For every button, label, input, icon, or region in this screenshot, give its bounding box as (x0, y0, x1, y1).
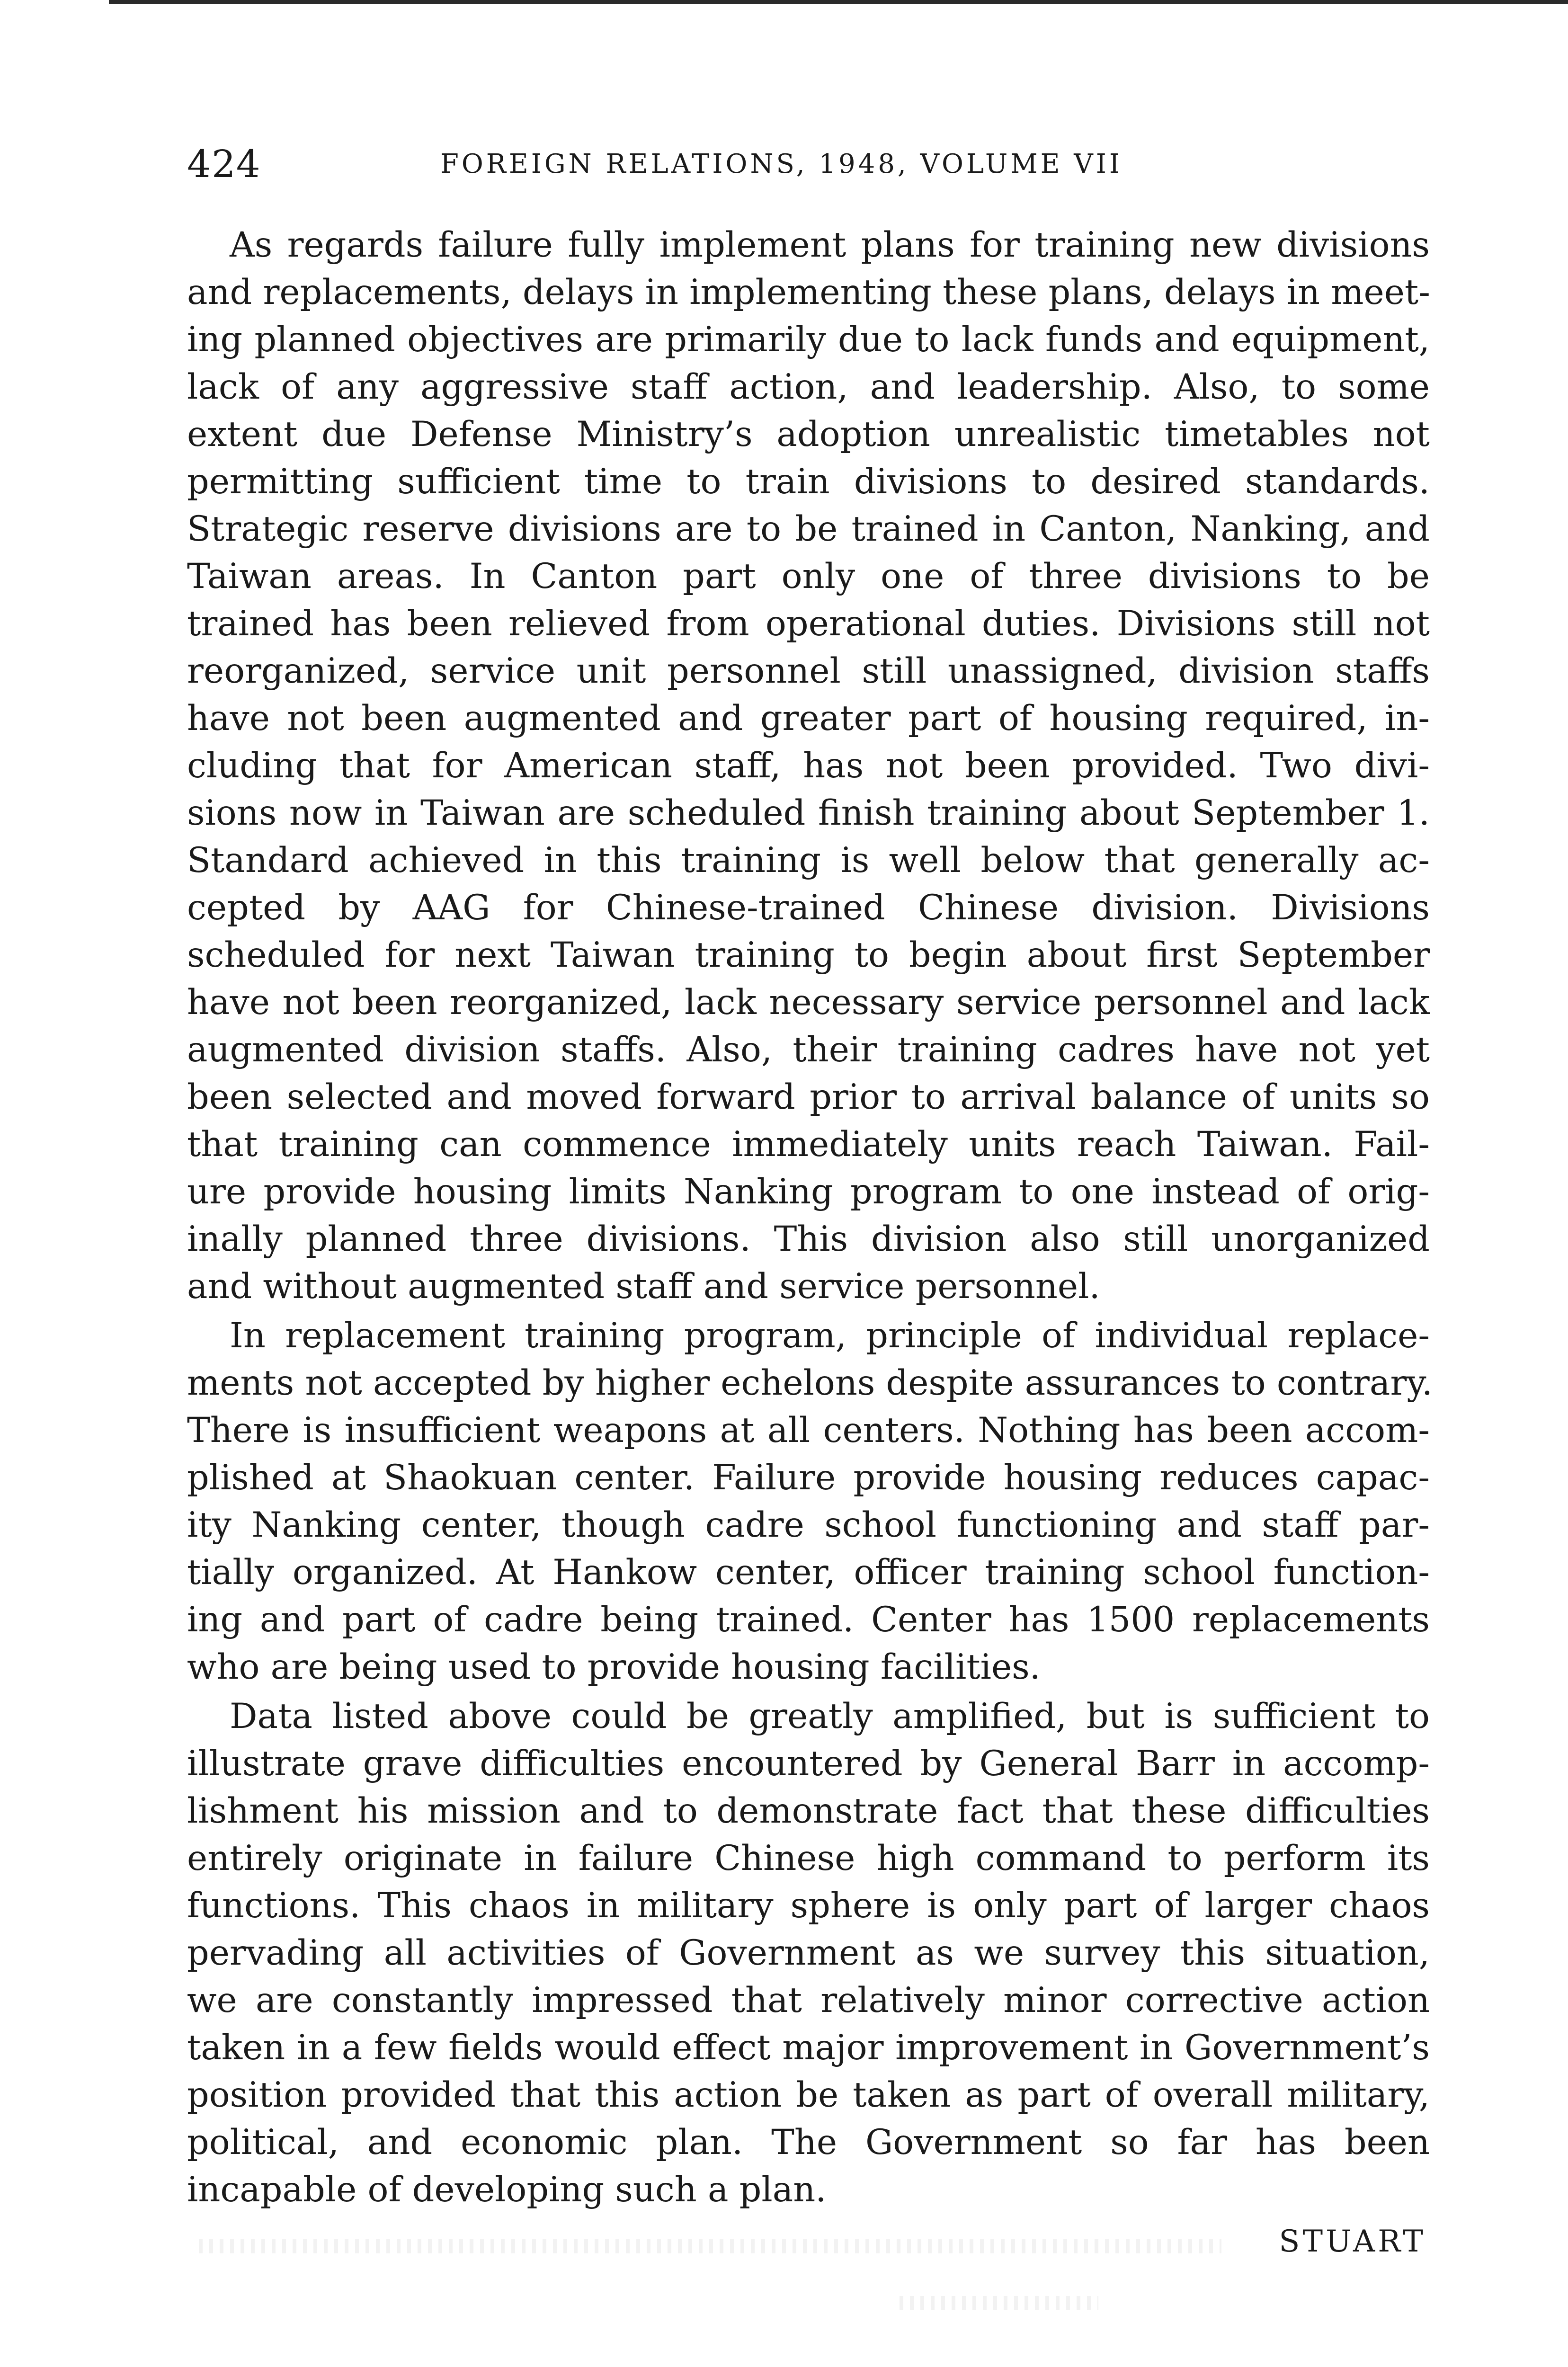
text-line: As regards failure fully implement plans for training new divisions (230, 225, 1430, 265)
text-line: tially organized. At Hankow center, officer training school function- (187, 1552, 1430, 1593)
text-line: have not been reorganized, lack necessary service personnel and lack (187, 982, 1430, 1023)
text-line: sions now in Taiwan are scheduled finish training about September 1. (187, 793, 1430, 833)
text-line: Taiwan areas. In Canton part only one of three divisions to be (187, 556, 1430, 596)
text-line: incapable of developing such a plan. (187, 2170, 827, 2210)
page-number: 424 (187, 142, 261, 186)
text-line: and replacements, delays in implementing these plans, delays in meet- (187, 272, 1430, 312)
text-line: reorganized, service unit personnel still unassigned, division staffs (187, 651, 1430, 691)
paragraph (187, 222, 1430, 1310)
text-line: There is insufficient weapons at all centers. Nothing has been accom- (187, 1410, 1430, 1450)
running-head: FOREIGN RELATIONS, 1948, VOLUME VII (440, 149, 1123, 179)
text-line: extent due Defense Ministry’s adoption unrealistic timetables not (187, 414, 1430, 454)
text-line: position provided that this action be taken as part of overall military, (187, 2075, 1430, 2115)
text-line: that training can commence immediately units reach Taiwan. Fail- (187, 1124, 1430, 1165)
text-line: Data listed above could be greatly amplified, but is sufficient to (230, 1696, 1430, 1736)
text-line: lack of any aggressive staff action, and leadership. Also, to some (187, 367, 1430, 407)
text-line: ure provide housing limits Nanking program to one instead of orig- (187, 1172, 1430, 1212)
text-line: In replacement training program, principle of individual replace- (230, 1316, 1430, 1356)
body-text (187, 222, 1433, 2216)
text-line: ity Nanking center, though cadre school functioning and staff par- (187, 1505, 1430, 1545)
faint-bleed-through-2 (900, 2296, 1098, 2310)
text-line: we are constantly impressed that relatively minor corrective action (187, 1980, 1430, 2020)
page-header (187, 138, 1437, 190)
faint-bleed-through (199, 2239, 1221, 2253)
text-line: cluding that for American staff, has not been provided. Two divi- (187, 746, 1430, 786)
text-line: who are being used to provide housing facilities. (187, 1647, 1041, 1687)
top-edge-rule (109, 0, 1568, 4)
text-line: plished at Shaokuan center. Failure provide housing reduces capac- (187, 1458, 1430, 1498)
text-line: scheduled for next Taiwan training to begin about first September (187, 935, 1430, 975)
text-line: permitting sufficient time to train divisions to desired standards. (187, 462, 1430, 502)
text-line: augmented division staffs. Also, their training cadres have not yet (187, 1030, 1430, 1070)
text-line: ing and part of cadre being trained. Center has 1500 replacements (187, 1600, 1430, 1640)
text-line: taken in a few fields would effect major improvement in Government’s (187, 2028, 1430, 2068)
text-line: been selected and moved forward prior to arrival balance of units so (187, 1077, 1430, 1117)
text-line: cepted by AAG for Chinese-trained Chinese division. Divisions (187, 888, 1430, 928)
text-line: political, and economic plan. The Government so far has been (187, 2122, 1430, 2162)
signature: STUART (1279, 2224, 1426, 2259)
paragraph (187, 1312, 1433, 1691)
text-line: lishment his mission and to demonstrate fact that these difficulties (187, 1791, 1430, 1831)
text-line: ments not accepted by higher echelons despite assurances to contrary. (187, 1363, 1433, 1403)
text-line: ing planned objectives are primarily due to lack funds and equipment, (187, 320, 1430, 360)
text-line: entirely originate in failure Chinese high command to perform its (187, 1838, 1430, 1878)
text-line: functions. This chaos in military sphere is only part of larger chaos (187, 1886, 1430, 1926)
text-line: illustrate grave difficulties encountered by General Barr in accomp- (187, 1744, 1430, 1784)
paragraph (187, 1693, 1430, 2214)
text-line: pervading all activities of Government as we survey this situation, (187, 1933, 1430, 1973)
text-line: have not been augmented and greater part of housing required, in- (187, 698, 1430, 739)
text-line: Standard achieved in this training is well below that generally ac- (187, 840, 1430, 881)
text-line: inally planned three divisions. This division also still unorganized (187, 1219, 1430, 1259)
text-line: Strategic reserve divisions are to be trained in Canton, Nanking, and (187, 509, 1430, 549)
text-line: trained has been relieved from operational duties. Divisions still not (187, 604, 1430, 644)
text-line: and without augmented staff and service personnel. (187, 1266, 1100, 1307)
